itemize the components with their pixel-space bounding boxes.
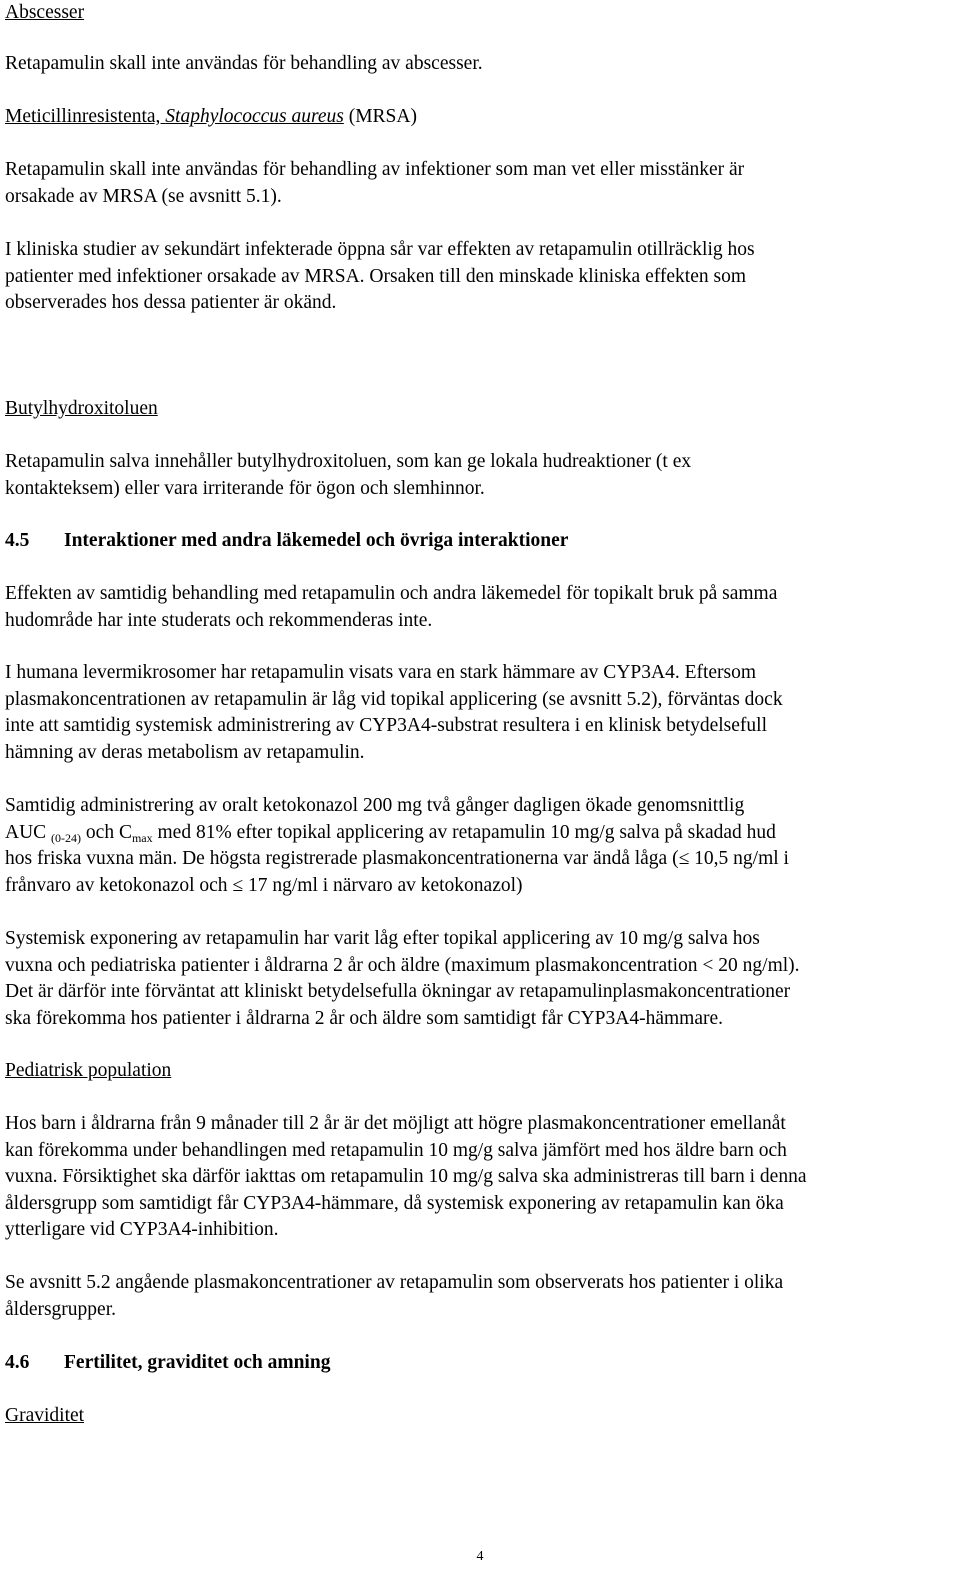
text-line: åldersgrupp som samtidigt får CYP3A4-hämmare, då systemisk exponering av retapamulin kan öka	[5, 1192, 784, 1214]
paragraph-4-5-3	[5, 793, 955, 899]
text-run: med 81% efter topikal applicering av retapamulin 10 mg/g salva på skadad hud	[152, 821, 776, 843]
text-line: frånvaro av ketokonazol och ≤ 17 ng/ml i närvaro av ketokonazol)	[5, 874, 523, 896]
text-run: och C	[81, 821, 132, 843]
paragraph-4-5-1	[5, 581, 955, 634]
section-heading-4-6	[5, 1350, 955, 1377]
subscript: (0-24)	[51, 830, 82, 845]
text-line: orsakade av MRSA (se avsnitt 5.1).	[5, 185, 282, 207]
text-line: hämning av deras metabolism av retapamulin.	[5, 741, 365, 763]
text-line: hudområde har inte studerats och rekommenderas inte.	[5, 609, 433, 631]
paragraph-butylhydroxitoluen	[5, 449, 955, 502]
text-line: I humana levermikrosomer har retapamulin visats vara en stark hämmare av CYP3A4. Eftersom	[5, 662, 757, 683]
text-line: observerades hos dessa patienter är okänd.	[5, 292, 337, 313]
subscript: max	[131, 830, 153, 845]
text-line: Hos barn i åldrarna från 9 månader till 2 år är det möjligt att högre plasmakoncentrationer emellanåt	[5, 1113, 786, 1134]
section-heading-4-5	[5, 528, 955, 555]
paragraph-4-5-4	[5, 926, 955, 1032]
text-line-auc	[5, 820, 955, 847]
text-line: kontakteksem) eller vara irriterande för ögon och slemhinnor.	[5, 477, 485, 499]
heading-graviditet: Graviditet	[5, 1405, 85, 1426]
text-line: hos friska vuxna män. De högsta registrerade plasmakoncentrationerna var ändå låga (≤ 10,5 ng/ml i	[5, 848, 789, 869]
paragraph-4-5-2	[5, 660, 955, 766]
text-run: AUC	[5, 821, 52, 843]
page-number: 4	[476, 1549, 484, 1564]
heading-pediatrisk-population: Pediatrisk population	[5, 1060, 172, 1081]
section-number: 4.5	[5, 530, 30, 551]
text-line: ytterligare vid CYP3A4-inhibition.	[5, 1219, 279, 1240]
text-line: ska förekomma hos patienter i åldrarna 2 år och äldre som samtidigt får CYP3A4-hämmare.	[5, 1007, 724, 1029]
heading-mrsa	[5, 104, 955, 131]
text-line: Retapamulin salva innehåller butylhydroxitoluen, som kan ge lokala hudreaktioner (t ex	[5, 451, 692, 472]
paragraph-pediatrisk-1	[5, 1111, 955, 1244]
text-line: åldersgrupper.	[5, 1298, 117, 1320]
text-line: plasmakoncentrationen av retapamulin är låg vid topikal applicering (se avsnitt 5.2), förväntas dock	[5, 688, 783, 710]
text-line: Systemisk exponering av retapamulin har varit låg efter topikal applicering av 10 mg/g salva hos	[5, 928, 760, 949]
paragraph-mrsa-1	[5, 157, 955, 210]
text-line: inte att samtidig systemisk administrering av CYP3A4-substrat resultera i en klinisk betydelsefull	[5, 715, 768, 736]
text-line: Samtidig administrering av oralt ketokonazol 200 mg två gånger dagligen ökade genomsnittlig	[5, 795, 745, 816]
section-title: Interaktioner med andra läkemedel och övriga interaktioner	[64, 530, 569, 551]
text-line: vuxna. Försiktighet ska därför iakttas om retapamulin 10 mg/g salva ska administreras till barn i denna	[5, 1166, 807, 1187]
paragraph-pediatrisk-2	[5, 1270, 955, 1323]
heading-mrsa-pre: Meticillinresistenta,	[5, 106, 166, 127]
heading-butylhydroxitoluen: Butylhydroxitoluen	[5, 398, 158, 419]
text-line: Retapamulin skall inte användas för behandling av infektioner som man vet eller misstänker är	[5, 159, 745, 180]
heading-mrsa-italic: Staphylococcus aureus	[165, 106, 344, 127]
text-line: patienter med infektioner orsakade av MRSA. Orsaken till den minskade kliniska effekten som	[5, 265, 746, 287]
paragraph-abscesser: Retapamulin skall inte användas för behandling av abscesser.	[5, 53, 483, 74]
text-line: vuxna och pediatriska patienter i åldrarna 2 år och äldre (maximum plasmakoncentration < 20 ng/ml).	[5, 954, 800, 976]
paragraph-mrsa-2	[5, 237, 955, 317]
text-line: Se avsnitt 5.2 angående plasmakoncentrationer av retapamulin som observerats hos patienter i olika	[5, 1272, 784, 1293]
text-line: I kliniska studier av sekundärt infekterade öppna sår var effekten av retapamulin otillräcklig hos	[5, 239, 755, 260]
text-line: Det är därför inte förväntat att kliniskt betydelsefulla ökningar av retapamulinplasmakoncentrationer	[5, 981, 791, 1002]
section-title: Fertilitet, graviditet och amning	[64, 1352, 331, 1373]
heading-mrsa-post: (MRSA)	[343, 106, 417, 127]
heading-abscesser: Abscesser	[5, 2, 85, 23]
section-number: 4.6	[5, 1352, 30, 1373]
text-line: Effekten av samtidig behandling med retapamulin och andra läkemedel för topikalt bruk på samma	[5, 583, 778, 604]
text-line: kan förekomma under behandlingen med retapamulin 10 mg/g salva jämfört med hos äldre barn och	[5, 1139, 787, 1161]
